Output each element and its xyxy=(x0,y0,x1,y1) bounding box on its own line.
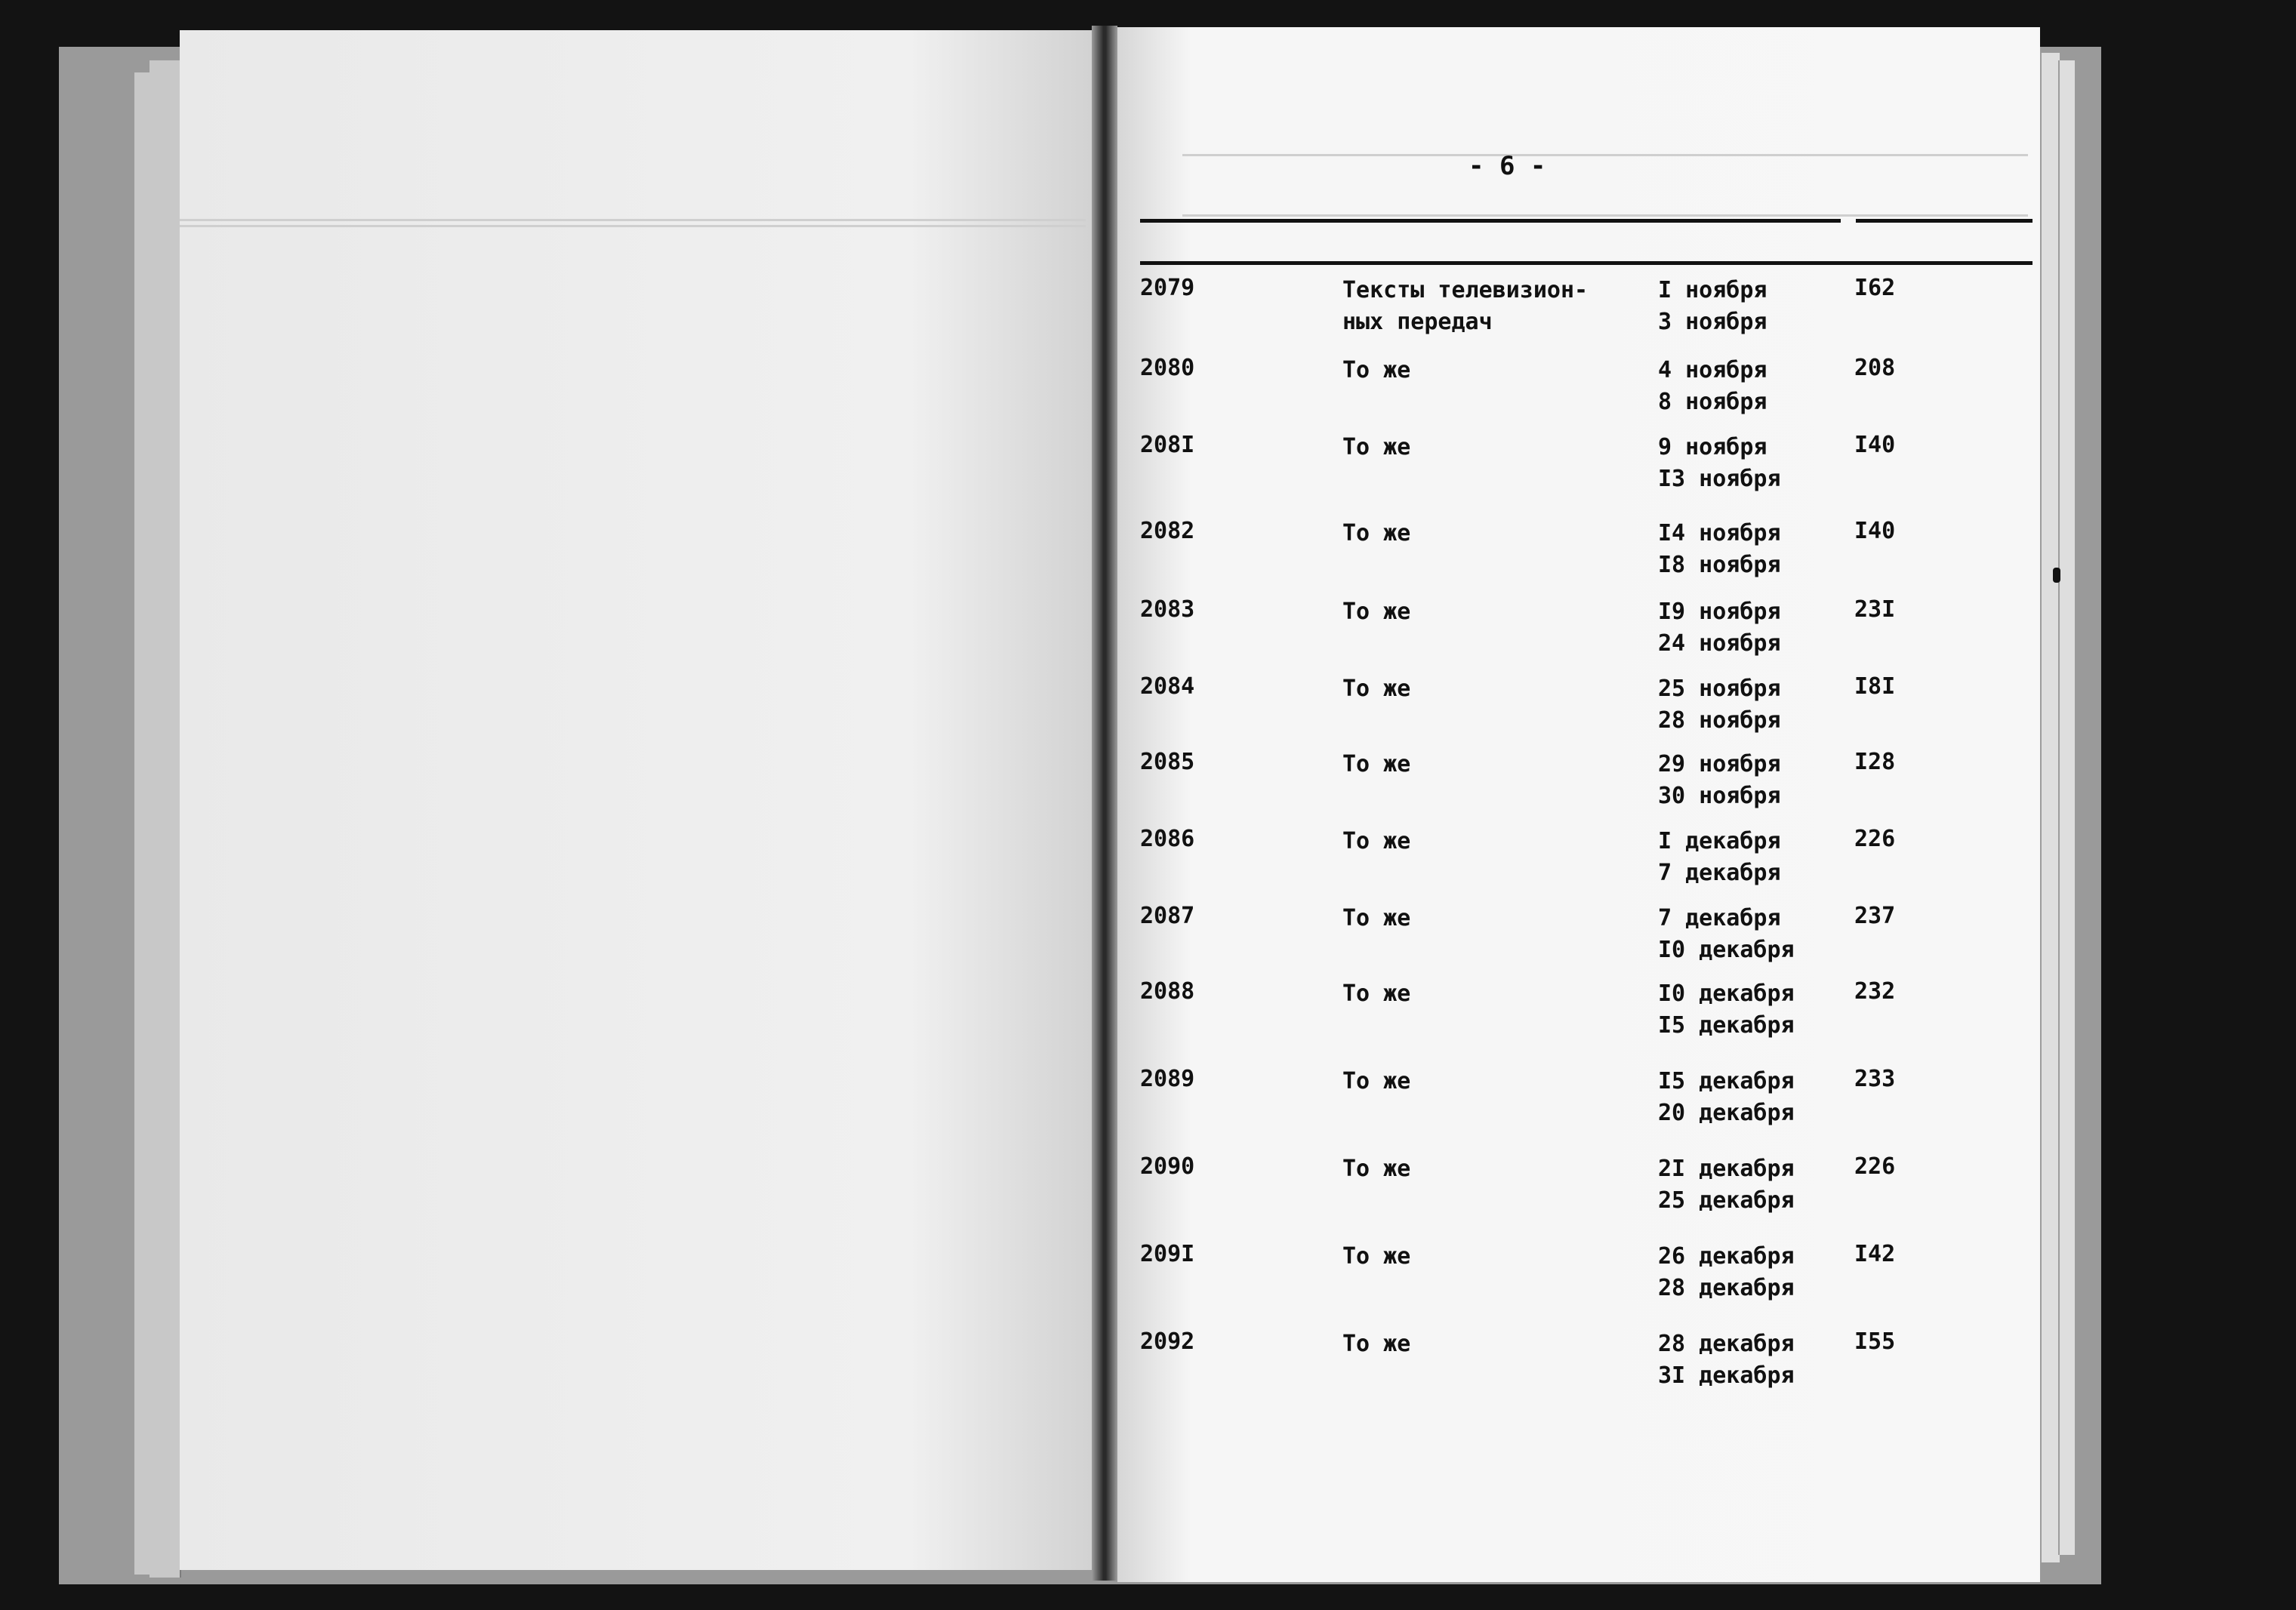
item-title-line1: То же xyxy=(1342,828,1411,854)
date-from: 9 ноября xyxy=(1658,434,1767,460)
date-to: 30 ноября xyxy=(1658,783,1781,809)
date-to: I5 декабря xyxy=(1658,1012,1795,1039)
item-title xyxy=(1342,1153,1410,1185)
ink-mark xyxy=(2053,568,2060,583)
date-from: I0 декабря xyxy=(1658,980,1795,1007)
item-title xyxy=(1342,596,1410,628)
date-to: 24 ноября xyxy=(1658,630,1781,657)
item-title xyxy=(1342,518,1410,549)
header-rule-top-b xyxy=(1856,219,2032,223)
date-from: I декабря xyxy=(1658,828,1781,854)
date-from: I ноября xyxy=(1658,277,1767,303)
item-title-line1: То же xyxy=(1342,1156,1411,1182)
sheet-count: 226 xyxy=(1854,826,1896,852)
date-to: 8 ноября xyxy=(1658,389,1767,415)
item-dates xyxy=(1658,518,1781,581)
sheet-count: 208 xyxy=(1854,355,1896,381)
page-edges-right xyxy=(2040,53,2060,1562)
item-number: 2087 xyxy=(1140,903,1195,929)
item-title-line1: То же xyxy=(1342,1068,1411,1094)
item-number: 2090 xyxy=(1140,1153,1195,1180)
date-to: 28 ноября xyxy=(1658,707,1781,734)
ghost-rule xyxy=(180,219,1086,221)
page-number: - 6 - xyxy=(1469,151,1546,181)
date-from: I4 ноября xyxy=(1658,520,1781,546)
sheet-count: 233 xyxy=(1854,1066,1896,1092)
item-number: 2084 xyxy=(1140,673,1195,700)
item-title xyxy=(1342,432,1410,463)
date-to: 28 декабря xyxy=(1658,1275,1795,1301)
sheet-count: 23I xyxy=(1854,596,1896,623)
item-title-line2: ных передач xyxy=(1342,309,1493,335)
date-to: I3 ноября xyxy=(1658,466,1781,492)
item-dates xyxy=(1658,596,1781,660)
item-title xyxy=(1342,355,1410,386)
page-edges-left-inner xyxy=(149,60,181,1578)
right-page xyxy=(1117,27,2040,1582)
sheet-count: I28 xyxy=(1854,749,1896,775)
date-from: 25 ноября xyxy=(1658,676,1781,702)
date-from: I5 декабря xyxy=(1658,1068,1795,1094)
date-from: 4 ноября xyxy=(1658,357,1767,383)
ghost-rule xyxy=(1182,214,2028,217)
item-title-line1: То же xyxy=(1342,905,1411,931)
item-title xyxy=(1342,1328,1410,1360)
item-dates xyxy=(1658,1328,1795,1392)
header-rule-bottom xyxy=(1140,261,2032,265)
book-gutter xyxy=(1092,26,1117,1581)
date-to: 3 ноября xyxy=(1658,309,1767,335)
sheet-count: I55 xyxy=(1854,1328,1896,1355)
sheet-count: I40 xyxy=(1854,432,1896,458)
item-title-line1: То же xyxy=(1342,434,1411,460)
item-title xyxy=(1342,978,1410,1010)
item-dates xyxy=(1658,903,1795,966)
item-number: 2080 xyxy=(1140,355,1195,381)
item-title-line1: Тексты телевизион- xyxy=(1342,277,1589,303)
item-number: 2082 xyxy=(1140,518,1195,544)
item-number: 2092 xyxy=(1140,1328,1195,1355)
ghost-rule xyxy=(1182,154,2028,156)
date-to: 20 декабря xyxy=(1658,1100,1795,1126)
date-to: 3I декабря xyxy=(1658,1362,1795,1389)
item-title xyxy=(1342,673,1410,705)
page-edges-right-outer xyxy=(2058,60,2075,1555)
date-from: 2I декабря xyxy=(1658,1156,1795,1182)
item-title-line1: То же xyxy=(1342,520,1411,546)
item-dates xyxy=(1658,826,1781,889)
sheet-count: 226 xyxy=(1854,1153,1896,1180)
sheet-count: I42 xyxy=(1854,1241,1896,1267)
date-to: 7 декабря xyxy=(1658,860,1781,886)
date-to: 25 декабря xyxy=(1658,1187,1795,1214)
item-dates xyxy=(1658,1066,1795,1129)
item-title xyxy=(1342,1066,1410,1097)
item-number: 2085 xyxy=(1140,749,1195,775)
item-title-line1: То же xyxy=(1342,1243,1411,1270)
item-number: 208I xyxy=(1140,432,1195,458)
item-title-line1: То же xyxy=(1342,357,1411,383)
item-number: 209I xyxy=(1140,1241,1195,1267)
item-dates xyxy=(1658,1241,1795,1304)
item-title xyxy=(1342,826,1410,857)
item-dates xyxy=(1658,978,1795,1042)
item-dates xyxy=(1658,1153,1795,1217)
sheet-count: I62 xyxy=(1854,275,1896,301)
sheet-count: I8I xyxy=(1854,673,1896,700)
item-title-line1: То же xyxy=(1342,676,1411,702)
item-dates xyxy=(1658,432,1781,495)
date-to: I8 ноября xyxy=(1658,552,1781,578)
date-from: 29 ноября xyxy=(1658,751,1781,777)
date-from: 28 декабря xyxy=(1658,1331,1795,1357)
sheet-count: 237 xyxy=(1854,903,1896,929)
item-dates xyxy=(1658,355,1767,418)
item-title-line1: То же xyxy=(1342,980,1411,1007)
sheet-count: I40 xyxy=(1854,518,1896,544)
item-number: 2079 xyxy=(1140,275,1195,301)
item-title-line1: То же xyxy=(1342,1331,1411,1357)
date-from: 26 декабря xyxy=(1658,1243,1795,1270)
item-title xyxy=(1342,903,1410,934)
item-title xyxy=(1342,1241,1410,1273)
header-rule-top-a xyxy=(1140,219,1841,223)
item-number: 2088 xyxy=(1140,978,1195,1005)
item-title-line1: То же xyxy=(1342,751,1411,777)
item-title xyxy=(1342,275,1588,338)
sheet-count: 232 xyxy=(1854,978,1896,1005)
date-to: I0 декабря xyxy=(1658,937,1795,963)
item-number: 2089 xyxy=(1140,1066,1195,1092)
item-title-line1: То же xyxy=(1342,599,1411,625)
item-number: 2086 xyxy=(1140,826,1195,852)
left-page xyxy=(180,30,1092,1570)
item-dates xyxy=(1658,673,1781,737)
date-from: 7 декабря xyxy=(1658,905,1781,931)
item-dates xyxy=(1658,275,1767,338)
item-title xyxy=(1342,749,1410,780)
ghost-rule xyxy=(180,225,1086,227)
date-from: I9 ноября xyxy=(1658,599,1781,625)
item-dates xyxy=(1658,749,1781,812)
item-number: 2083 xyxy=(1140,596,1195,623)
